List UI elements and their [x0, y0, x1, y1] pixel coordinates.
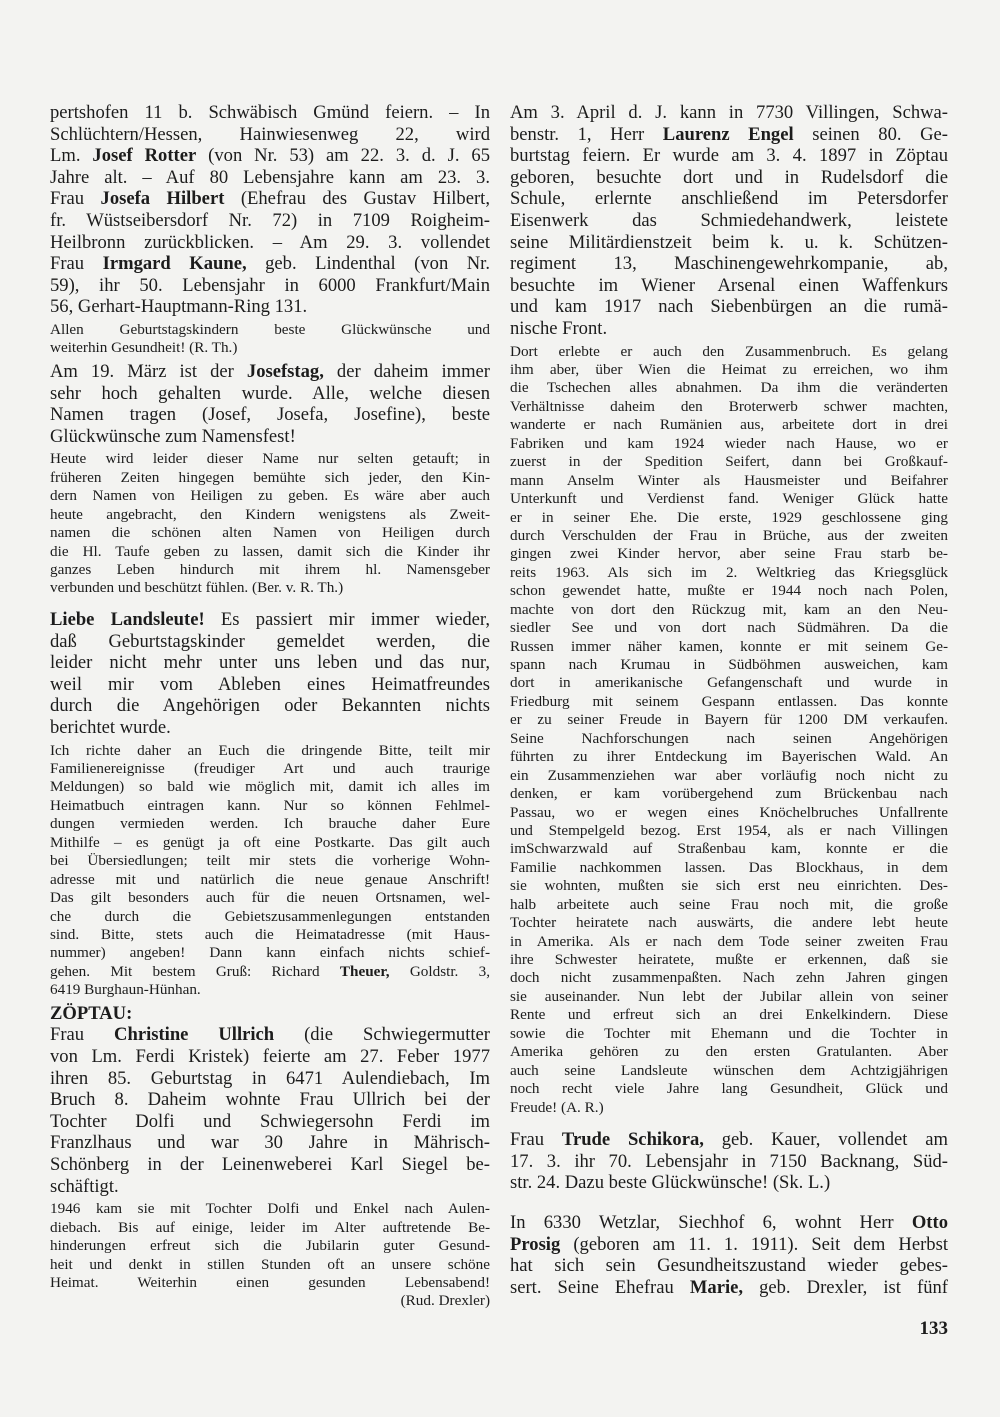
bold-name: Irmgard Kaune, — [102, 253, 247, 275]
text-line: Schlüchtern/Hessen, Hainwiesenweg 22, wird — [50, 123, 490, 145]
text-line — [50, 609, 490, 631]
text-line — [50, 188, 490, 210]
bold-name: Josefstag, — [246, 361, 324, 382]
text-line: denken, er kam vorübergehend zum Brückenbau nach — [510, 785, 948, 803]
text-segment: gehen. Mit bestem Gruß: Richard — [50, 962, 340, 980]
text-line: sie wohnten, mußten sie sich erst neu einrichten. Des- — [510, 877, 948, 895]
text-segment: (Ehefrau des Gustav Hilbert, — [224, 188, 490, 210]
text-segment: der daheim immer — [323, 361, 490, 382]
text-line: Unterkunft und Verdienst fand. Weniger Glück hatte — [510, 490, 948, 508]
bold-name: Josef Rotter — [92, 145, 197, 167]
text-line: durch die Angehörigen oder Bekannten nichts — [50, 695, 490, 717]
bold-name: Laurenz Engel — [662, 123, 794, 145]
text-line: Dort erlebte er auch den Zusammenbruch. Es gelang — [510, 342, 948, 360]
text-line: Familienereignisse (freudiger Art und auch traurige — [50, 760, 490, 778]
text-line: Friedburg mit seinem Gespann entlassen. Das konnte — [510, 692, 948, 710]
text-line: Heimat. Weiterhin einen gesunden Lebensabend! — [50, 1274, 490, 1292]
text-line — [50, 253, 490, 275]
text-line: Heimatbuch eintragen kann. Nur so können Fehlmel- — [50, 796, 490, 814]
text-line: schon gewendet hatte, mußte er 1944 noch nach Polen, — [510, 582, 948, 600]
text-line: schäftigt. — [50, 1175, 119, 1197]
text-line: reits 1963. Als sich im 2. Weltkrieg das Kriegsglück — [510, 563, 948, 581]
text-line: adresse mit und natürlich die neue genaue Anschrift! — [50, 870, 490, 888]
josefstag-intro — [50, 361, 490, 447]
text-line — [50, 361, 490, 383]
text-line: pertshofen 11 b. Schwäbisch Gmünd feiern. – In — [50, 102, 490, 123]
text-segment: geb. Lindenthal (von Nr. — [246, 253, 490, 275]
text-line: fr. Wüstseibersdorf Nr. 72) in 7109 Roigheim- — [50, 209, 490, 231]
text-line: zuerst in der Spedition Seifert, dann bei Großkauf- — [510, 453, 948, 471]
engel-body — [510, 343, 948, 1117]
text-line: geboren, besuchte dort und in Rudelsdorf die — [510, 166, 948, 188]
text-line: namen die schönen alten Namen von Heiligen durch — [50, 524, 490, 542]
text-line: ihm aber, über Wien die Heimat zu erreichen, wo ihm — [510, 361, 948, 379]
text-line — [510, 124, 948, 146]
text-line: Passau, wo er wegen eines Knöchelbruches Unfallrente — [510, 803, 948, 821]
text-segment: Es passiert mir immer wieder, — [204, 609, 491, 630]
text-line — [510, 1234, 948, 1256]
text-line: ihre Schwester heiratete, mußte er erkennen, daß sie — [510, 951, 948, 969]
text-line: nische Front. — [510, 317, 608, 339]
zoeptau-body — [50, 1200, 490, 1311]
text-line: Jahre alt. – Auf 80 Lebensjahre kann am 23. 3. — [50, 166, 490, 188]
text-line: Bruch 8. Daheim wohnte Frau Ullrich bei der — [50, 1089, 490, 1111]
text-line — [50, 1024, 490, 1046]
text-segment: seinen 80. Ge- — [793, 123, 948, 145]
text-line: dort in amerikanische Gefangenschaft und wurde in — [510, 674, 948, 692]
text-line: Heute wird leider dieser Name nur selten getauft; in — [50, 450, 490, 468]
bold-name: Liebe Landsleute! — [50, 609, 205, 630]
text-line — [50, 1003, 490, 1025]
text-line: Ich richte daher an Euch die dringende Bitte, teilt mir — [50, 741, 490, 759]
text-line: sehr hoch gehalten wurde. Alle, welche diesen — [50, 382, 490, 404]
text-line: hinderungen erfreut sich die Jubilarin guter Gesund- — [50, 1237, 490, 1255]
text-segment: Frau — [50, 188, 101, 210]
text-line: mann Anselm Winter als Hausmeister und Beifahrer — [510, 471, 948, 489]
text-line: Familie nachkommen lassen. Das Blockhaus, in dem — [510, 858, 948, 876]
text-line: Mithilfe – es genügt ja oft eine Postkarte. Das gilt auch — [50, 833, 490, 851]
text-line: früheren Zeiten hingegen bemühte sich jeder, den Kin- — [50, 468, 490, 486]
text-line: heit und denkt in stillen Stunden oft an unsere schöne — [50, 1255, 490, 1273]
text-segment: Frau — [510, 1129, 562, 1150]
text-line: Verhältnisse daheim den Broterwerb schwer machten, — [510, 397, 948, 415]
bold-name: Prosig — [510, 1233, 561, 1255]
text-segment: Am 19. März ist der — [50, 361, 247, 382]
text-segment: sert. Seine Ehefrau — [510, 1276, 690, 1298]
text-segment: geb. Kauer, vollendet am — [703, 1129, 948, 1150]
text-line: siedler See und von dort nach Südmähren. Da die — [510, 619, 948, 637]
text-line: Meldungen) so bald wie möglich mit, damit ich alles im — [50, 778, 490, 796]
text-line: diebach. Bis auf einige, leider im Alter auftretende Be- — [50, 1218, 490, 1236]
page-number: 133 — [919, 1318, 948, 1339]
text-line: 1946 kam sie mit Tochter Dolfi und Enkel nach Aulen- — [50, 1200, 490, 1218]
text-line: und Stempelgeld bezog. Erst 1954, als er nach Villingen — [510, 821, 948, 839]
text-line: daß Geburtstagskinder gemeldet werden, die — [50, 630, 490, 652]
text-line — [510, 1277, 948, 1299]
text-line: che durch die Gebietszusammenlegungen entstanden — [50, 907, 490, 925]
bold-name: Christine Ullrich — [114, 1024, 275, 1046]
text-line: Allen Geburtstagskindern beste Glückwünsche und — [50, 321, 490, 338]
bold-name: Trude Schikora, — [561, 1129, 704, 1150]
landsleute-intro — [50, 609, 490, 739]
text-line: noch recht viele Jahre lang Gesundheit, Glück und — [510, 1080, 948, 1098]
text-line: durch Verschulden der Frau in Brüche, aus der zweiten — [510, 526, 948, 544]
text-line: leider nicht mehr unter uns leben und das nur, — [50, 652, 490, 674]
bold-name: Josefa Hilbert — [100, 188, 225, 210]
text-line — [510, 1129, 948, 1151]
bold-name: ZÖPTAU: — [50, 1002, 133, 1024]
text-segment: Frau — [50, 1024, 115, 1046]
text-line: berichtet wurde. — [50, 716, 171, 738]
text-line: Schönberg in der Leinenweberei Karl Siegel be- — [50, 1154, 490, 1176]
text-line: machte von dort den Rückzug mit, kam an den Neu- — [510, 600, 948, 618]
text-line: weil mir vom Ableben eines Heimatfreundes — [50, 673, 490, 695]
text-line: bei Übersiedlungen; teilt mir stets die vorherige Wohn- — [50, 852, 490, 870]
text-line: Rente und erfreut sich an drei Enkelkindern. Diese — [510, 1006, 948, 1024]
text-segment: Goldstr. 3, — [389, 962, 490, 980]
text-line: ihren 85. Geburtstag in 6471 Aulendiebach, Im — [50, 1067, 490, 1089]
text-segment: Frau — [50, 253, 103, 275]
text-line: führten zu ihrer Entdeckung im Bayerischen Wald. An — [510, 748, 948, 766]
text-line: ein Zusammenziehen war aber vorläufig noch nicht zu — [510, 766, 948, 784]
text-line: auch seine Landsleute wünschen dem Achtzigjährigen — [510, 1061, 948, 1079]
text-line: wanderte er nach Rumänien aus, arbeitete dort in drei — [510, 416, 948, 434]
text-line: Seine Nachforschungen nach seinen Angehörigen — [510, 729, 948, 747]
text-line: imSchwarzwald auf Straßenbau kam, konnte er die — [510, 840, 948, 858]
text-line — [50, 963, 490, 981]
text-line: str. 24. Dazu beste Glückwünsche! (Sk. L.) — [510, 1172, 831, 1194]
text-line: in Amerika. Als er nach dem Tode seiner zweiten Frau — [510, 932, 948, 950]
text-segment: (von Nr. 53) am 22. 3. d. J. 65 — [196, 145, 490, 167]
bold-name: Otto — [911, 1212, 948, 1233]
text-line: 56, Gerhart-Hauptmann-Ring 131. — [50, 296, 308, 318]
text-line: regiment 13, Maschinengewehrkompanie, ab, — [510, 253, 948, 275]
text-line: sind. Bitte, stets auch die Heimatadresse (mit Haus- — [50, 925, 490, 943]
text-line: Freude! (A. R.) — [510, 1098, 604, 1116]
bold-name: Theuer, — [339, 962, 390, 980]
text-line: Tochter Dolfi und Schwiegersohn Ferdi im — [50, 1110, 490, 1132]
zoeptau-section — [50, 1003, 490, 1197]
text-line: er zu seiner Freude in Bayern für 1200 DM verkaufen. — [510, 711, 948, 729]
text-line: und kam 1917 nach Siebenbürgen an die rumä- — [510, 296, 948, 318]
text-line: heute angebracht, den Kindern wenigstens als Zweit- — [50, 505, 490, 523]
text-line: nummer) angeben! Dann kann einfach nichts schief- — [50, 944, 490, 962]
text-line: doch nicht zusammenpaßten. Nach zehn Jahren gingen — [510, 969, 948, 987]
text-line: 17. 3. ihr 70. Lebensjahr in 7150 Backnang, Süd- — [510, 1150, 948, 1172]
text-line: die Tschechen alles abnahmen. Da ihm die veränderten — [510, 379, 948, 397]
text-line: seine Militärdienstzeit beim k. u. k. Schützen- — [510, 231, 948, 253]
text-line: Das gilt besonders auch für die neuen Ortsnamen, wel- — [50, 889, 490, 907]
birthday-notices — [50, 102, 490, 318]
text-line: burtstag feiern. Er wurde am 3. 4. 1897 in Zöptau — [510, 145, 948, 167]
text-line: 6419 Burghaun-Hünhan. — [50, 981, 201, 999]
bold-name: Marie, — [689, 1276, 744, 1298]
text-line: Amerika gehören zu den ersten Gratulanten. Aber — [510, 1043, 948, 1061]
text-line: Fabriken und kam 1924 wieder nach Hause, wo er — [510, 434, 948, 452]
landsleute-body — [50, 742, 490, 1000]
prosig-notice — [510, 1212, 948, 1298]
text-segment: Lm. — [50, 145, 93, 167]
text-line: von Lm. Ferdi Kristek) feierte am 27. Feber 1977 — [50, 1046, 490, 1068]
text-line: halb arbeitete auch seine Frau noch mit, die große — [510, 895, 948, 913]
josefstag-body — [50, 450, 490, 598]
text-line: Franzlhaus und war 30 Jahre in Mährisch- — [50, 1132, 490, 1154]
text-segment: geb. Drexler, ist fünf — [743, 1276, 948, 1298]
text-line: sie auseinander. Nun lebt der Jubilar allein von seiner — [510, 987, 948, 1005]
text-line: ganzes Leben hindurch mit ihrem hl. Namensgeber — [50, 561, 490, 579]
birthday-greeting — [50, 321, 490, 358]
text-line: hat sich sein Gesundheitszustand wieder gebes- — [510, 1255, 948, 1277]
text-line: sowie die Tochter mit Ehemann und die Tochter in — [510, 1024, 948, 1042]
text-line — [50, 145, 490, 167]
text-line: die Hl. Taufe geben zu lassen, damit sich die Kinder ihr — [50, 542, 490, 560]
text-line: verbunden und beschützt fühlen. (Ber. v. R. Th.) — [50, 579, 344, 597]
text-segment: In 6330 Wetzlar, Siechhof 6, wohnt Herr — [510, 1212, 912, 1233]
text-line: besuchte im Wiener Arsenal einen Waffenkurs — [510, 274, 948, 296]
text-line: (Rud. Drexler) — [400, 1292, 490, 1310]
text-line: Russen immer näher kamen, konnte er mit seinem Ge- — [510, 637, 948, 655]
text-line: Tochter heiratete nach auswärts, die andere lebt heute — [510, 914, 948, 932]
text-line: Schule, erlernte anschließend im Petersdorfer — [510, 188, 948, 210]
text-line: Eisenwerk das Schmiedehandwerk, leistete — [510, 209, 948, 231]
text-line: gingen zwei Kinder hervor, aber seine Frau starb be- — [510, 545, 948, 563]
text-line: weiterhin Gesundheit! (R. Th.) — [50, 339, 238, 357]
text-segment: benstr. 1, Herr — [510, 123, 663, 145]
text-line: Glückwünsche zum Namensfest! — [50, 425, 296, 447]
text-line: Am 3. April d. J. kann in 7730 Villingen, Schwa- — [510, 102, 948, 123]
text-segment: (die Schwiegermutter — [274, 1024, 490, 1046]
text-line: 59), ihr 50. Lebensjahr in 6000 Frankfurt/Main — [50, 274, 490, 296]
engel-intro — [510, 102, 948, 340]
text-segment: (geboren am 11. 1. 1911). Seit dem Herbst — [560, 1233, 948, 1255]
text-line: spann nach Krumau in Südböhmen ausweichen, kam — [510, 656, 948, 674]
text-line: Heilbronn zurückblicken. – Am 29. 3. vollendet — [50, 231, 490, 253]
text-line: er in seiner Ehe. Die erste, 1929 geschlossene ging — [510, 508, 948, 526]
schikora-notice — [510, 1129, 948, 1194]
text-line: dern Namen von Heiligen zu geben. Es wäre aber auch — [50, 487, 490, 505]
text-line: Namen tragen (Josef, Josefa, Josefine), beste — [50, 404, 490, 426]
text-line: dungen vermieden werden. Ich brauche daher Eure — [50, 815, 490, 833]
text-line — [510, 1212, 948, 1234]
